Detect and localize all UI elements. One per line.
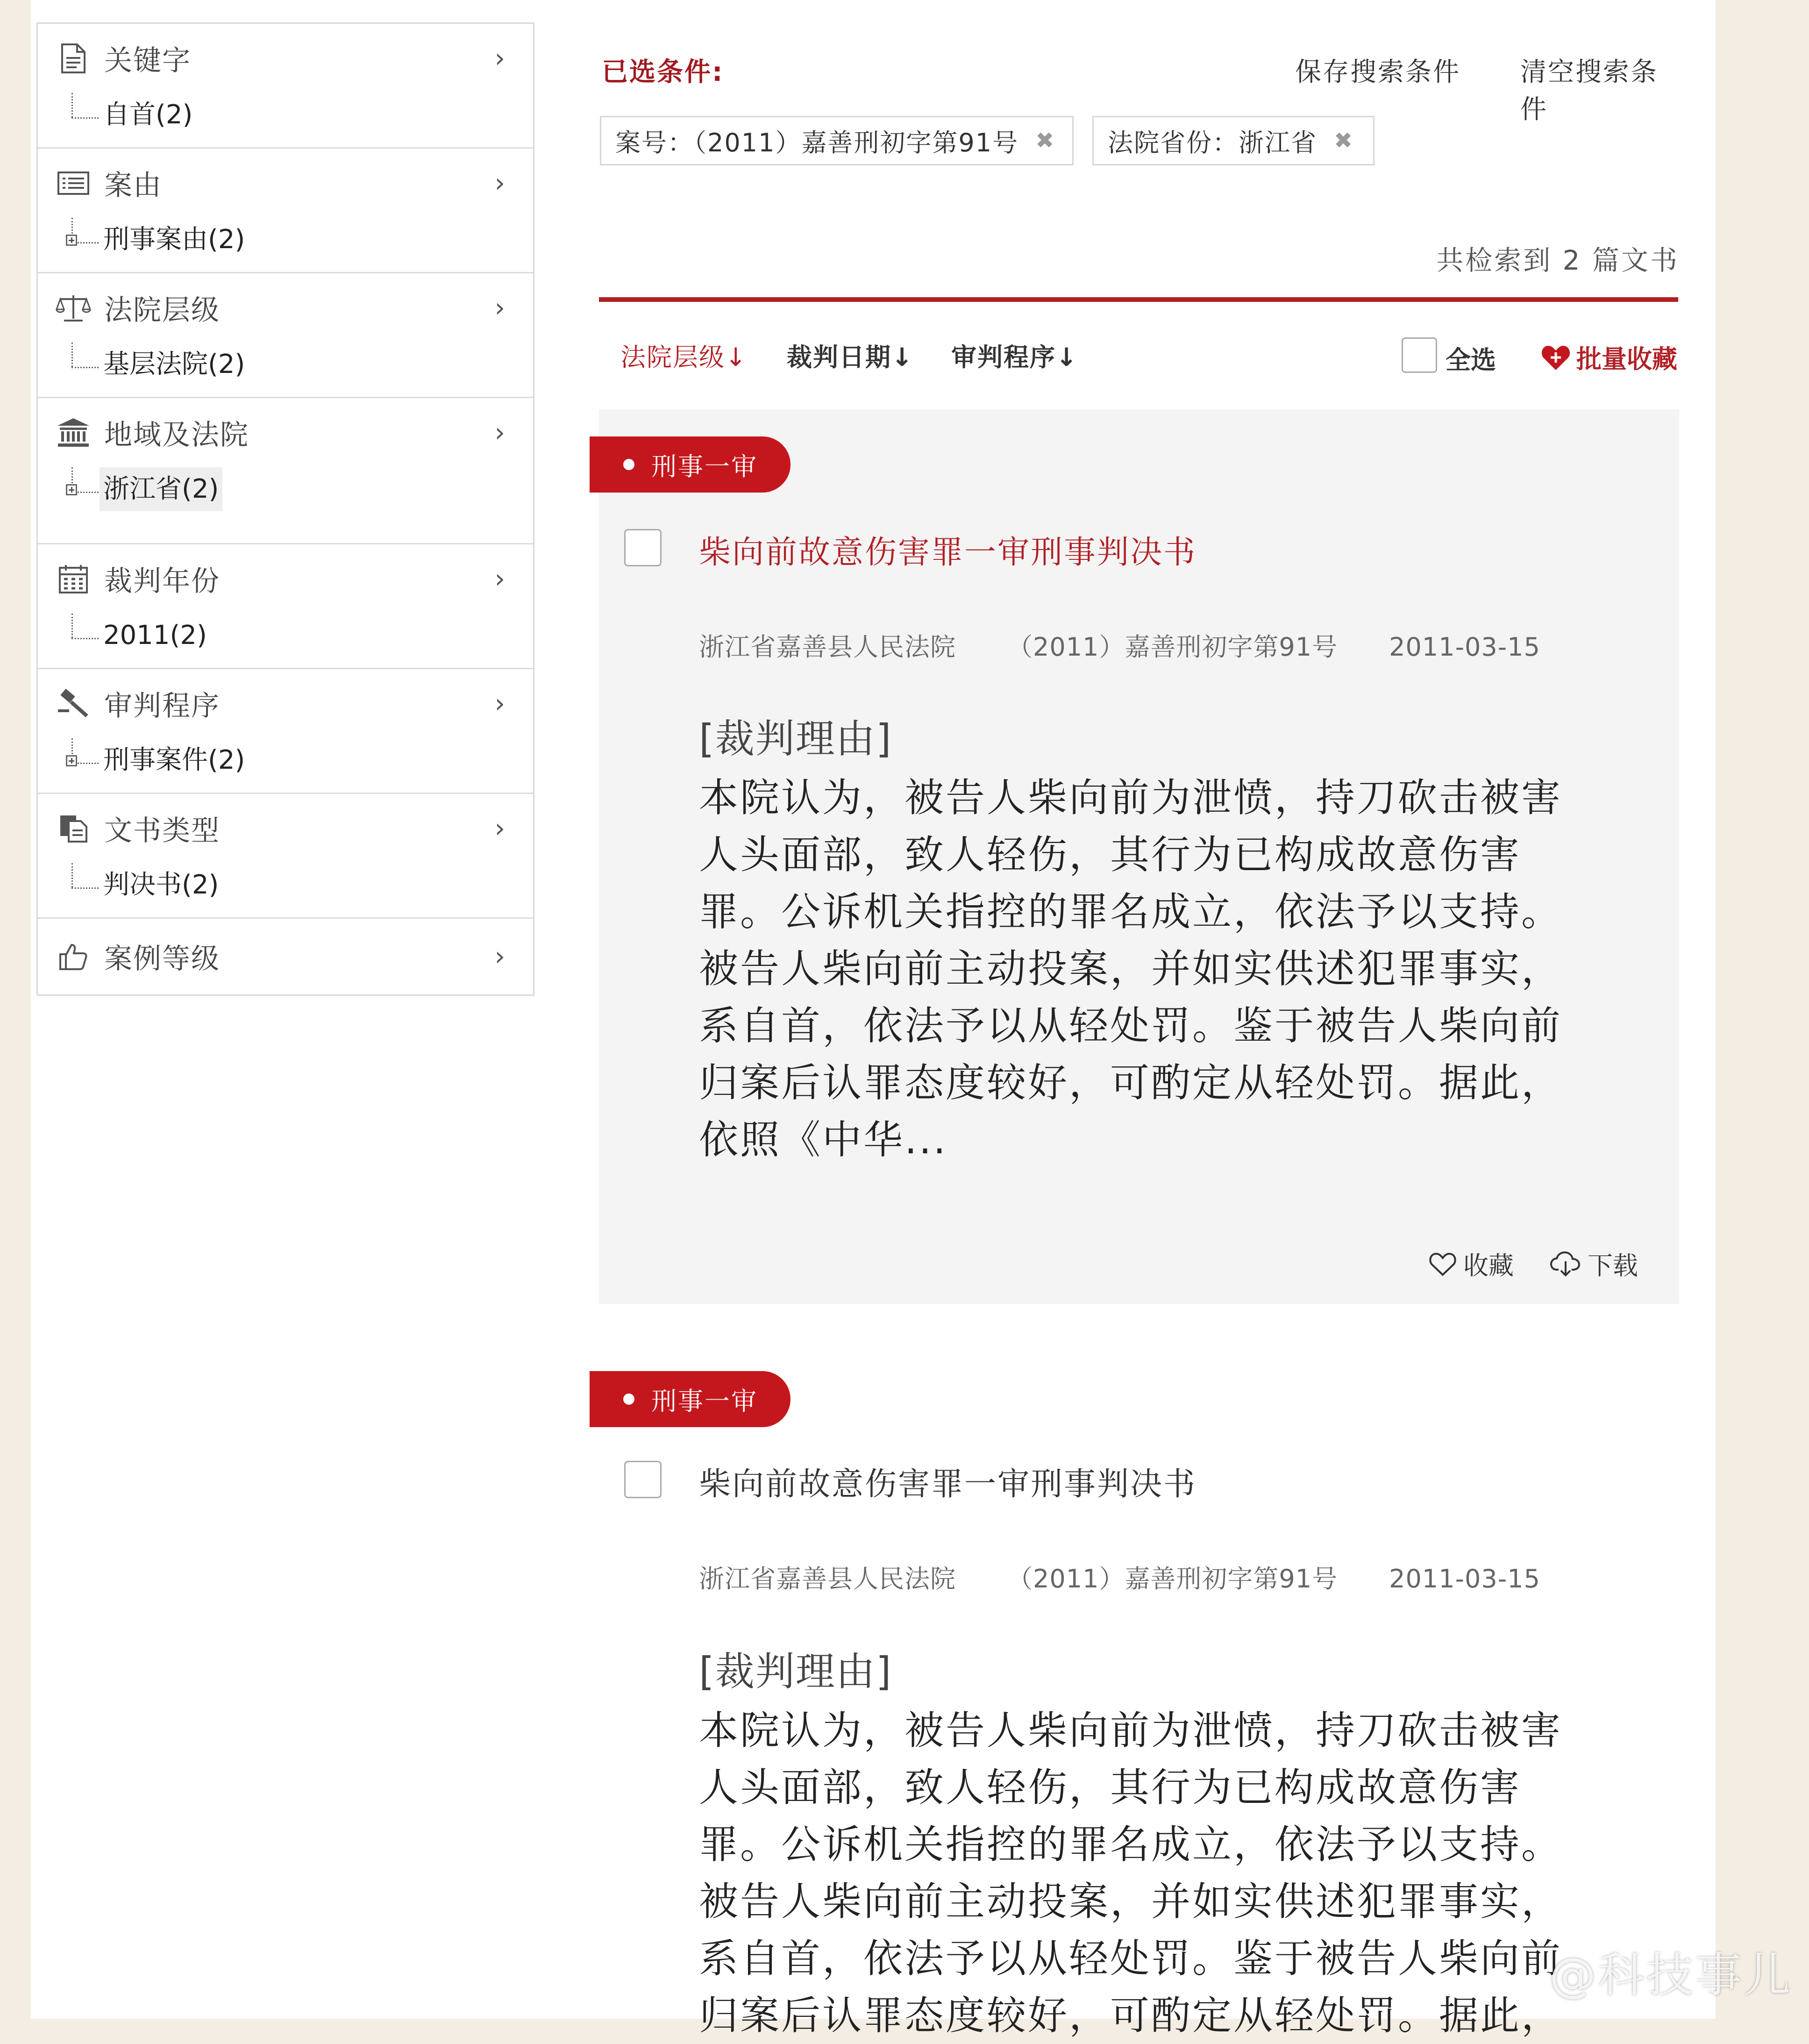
save-search-button[interactable]: 保存搜索条件 [1295, 57, 1460, 87]
filter-group-doc-type [38, 794, 533, 919]
case-number: （2011）嘉善刑初字第91号 [1007, 632, 1338, 662]
scales-icon [56, 290, 91, 326]
reason-text: 本院认为，被告人柴向前为泄愤，持刀砍击被害 人头面部，致人轻伤，其行为已构成故意伤害 罪。公诉机关指控的罪名成立，依法予以支持。 被告人柴向前主动投案，并如实供述犯罪事实， 系自首，依法予以从轻处罚。鉴于被告人柴向前 归案后认罪态度较好，可酌定从轻处罚。据此， [699, 1708, 1563, 2038]
sort-arrow-icon: ↓ [891, 343, 914, 372]
sort-arrow-icon: ↓ [1056, 343, 1078, 372]
filter-item-court-level[interactable] [38, 343, 533, 397]
filter-group-title: 关键字 [104, 44, 191, 77]
collect-button[interactable]: 收藏 [1429, 1246, 1514, 1282]
filter-group-title: 文书类型 [104, 815, 220, 847]
tree-connector [66, 863, 99, 896]
result-checkbox[interactable] [624, 529, 662, 566]
filter-group-cause [38, 149, 533, 273]
document-title-link[interactable]: 柴向前故意伤害罪一审刑事判决书 [699, 534, 1197, 571]
result-card [599, 409, 1679, 1304]
court-name: 浙江省嘉善县人民法院 [699, 632, 956, 662]
result-checkbox[interactable] [624, 1461, 662, 1498]
close-icon[interactable]: ✖ [1334, 128, 1354, 154]
filter-group-year-header[interactable] [38, 544, 533, 614]
sort-judgment-date[interactable]: 裁判日期↓ [787, 343, 914, 372]
filter-group-case-level-header[interactable] [38, 919, 533, 994]
batch-collect-button[interactable]: 批量收藏 [1541, 339, 1677, 375]
reason-heading: [裁判理由] [699, 716, 892, 762]
gavel-icon [56, 686, 91, 722]
filter-group-case-level [38, 919, 533, 994]
filter-item-label: 判决书(2) [103, 870, 219, 900]
filter-item-label: 基层法院(2) [103, 349, 245, 379]
filter-group-title: 审判程序 [104, 690, 220, 722]
result-card [599, 1344, 1679, 2038]
sort-arrow-icon: ↓ [725, 343, 748, 372]
document-meta [699, 1559, 1592, 1595]
filter-group-procedure [38, 669, 533, 794]
filter-sidebar [36, 22, 534, 996]
tree-connector [66, 343, 99, 375]
chevron-right-icon: › [494, 293, 505, 323]
courthouse-icon [56, 415, 91, 450]
filter-group-title: 裁判年份 [104, 565, 220, 598]
chevron-right-icon: › [494, 688, 505, 719]
filter-group-cause-header[interactable] [38, 149, 533, 218]
filter-chip-label: 法院省份：浙江省 [1108, 128, 1317, 157]
tree-connector [66, 93, 99, 126]
procedure-tag: 刑事一审 [590, 436, 791, 493]
chevron-right-icon: › [494, 813, 505, 844]
procedure-tag: 刑事一审 [590, 1371, 791, 1427]
sort-procedure[interactable]: 审判程序↓ [951, 343, 1078, 372]
select-all-label: 全选 [1446, 345, 1496, 375]
court-name: 浙江省嘉善县人民法院 [699, 1564, 956, 1594]
sort-court-level[interactable]: 法院层级↓ [620, 343, 748, 372]
case-number: （2011）嘉善刑初字第91号 [1007, 1564, 1338, 1594]
card-actions [1392, 1246, 1638, 1282]
heart-icon [1429, 1251, 1457, 1277]
expand-plus-icon[interactable] [66, 738, 99, 771]
filter-group-court-level [38, 273, 533, 398]
filter-group-title: 案例等级 [104, 943, 220, 975]
thumbs-up-icon [56, 939, 91, 974]
divider [599, 297, 1678, 302]
cloud-download-icon [1550, 1251, 1581, 1277]
filter-group-year [38, 544, 533, 669]
chevron-right-icon: › [494, 941, 505, 972]
list-icon [56, 165, 91, 201]
filter-group-procedure-header[interactable] [38, 669, 533, 738]
judgment-date: 2011-03-15 [1389, 1564, 1540, 1594]
document-icon [56, 41, 91, 76]
result-count: 共检索到 2 篇文书 [1436, 244, 1679, 276]
expand-plus-icon[interactable] [66, 467, 99, 500]
close-icon[interactable]: ✖ [1035, 128, 1055, 154]
filter-item-year[interactable] [38, 614, 533, 668]
download-button[interactable]: 下载 [1550, 1246, 1638, 1282]
filter-group-keyword-header[interactable] [38, 24, 533, 93]
filter-item-label: 浙江省(2) [100, 467, 222, 511]
expand-plus-icon[interactable] [66, 218, 99, 250]
heart-plus-icon [1541, 344, 1571, 371]
chevron-right-icon: › [494, 417, 505, 448]
filter-chip-case-number [600, 116, 1074, 165]
filter-item-doc-type[interactable] [38, 863, 533, 917]
filter-item-label: 2011(2) [103, 620, 207, 650]
sort-bar [620, 337, 1677, 379]
select-all-checkbox[interactable] [1402, 337, 1437, 373]
filter-group-court-level-header[interactable] [38, 273, 533, 343]
filter-group-region-header[interactable] [38, 398, 533, 467]
chevron-right-icon: › [494, 43, 505, 74]
filter-item-cause[interactable] [38, 218, 533, 272]
judgment-date: 2011-03-15 [1389, 632, 1540, 662]
filter-item-label: 刑事案由(2) [103, 224, 245, 255]
selected-conditions-title: 已选条件: [602, 57, 724, 87]
filter-item-label: 刑事案件(2) [103, 745, 245, 775]
document-title-link[interactable]: 柴向前故意伤害罪一审刑事判决书 [699, 1466, 1197, 1503]
calendar-icon [56, 561, 91, 597]
watermark: @科技事儿 [1549, 1948, 1792, 2002]
reason-heading: [裁判理由] [699, 1649, 892, 1694]
filter-group-doc-type-header[interactable] [38, 794, 533, 863]
chevron-right-icon: › [494, 564, 505, 594]
filter-chip-label: 案号：（2011）嘉善刑初字第91号 [615, 128, 1019, 157]
filter-item-keyword[interactable] [38, 93, 533, 147]
filter-group-region [38, 398, 533, 544]
filter-chip-province [1092, 116, 1375, 165]
tree-connector [66, 614, 99, 646]
clear-search-button[interactable]: 清空搜索条件 [1520, 57, 1658, 125]
documents-icon [56, 811, 91, 846]
reason-text: 本院认为，被告人柴向前为泄愤，持刀砍击被害 人头面部，致人轻伤，其行为已构成故意伤害 罪。公诉机关指控的罪名成立，依法予以支持。 被告人柴向前主动投案，并如实供述犯罪事实， 系自首，依法予以从轻处罚。鉴于被告人柴向前 归案后认罪态度较好，可酌定从轻处罚。据此， 依照《中华... [699, 775, 1563, 1163]
selected-conditions-row [602, 51, 1681, 125]
document-meta [699, 627, 1592, 663]
chevron-right-icon: › [494, 168, 505, 199]
filter-item-procedure[interactable] [38, 738, 533, 793]
filter-group-keyword [38, 24, 533, 149]
filter-item-label: 自首(2) [103, 100, 193, 130]
filter-group-title: 地域及法院 [104, 419, 249, 451]
filter-group-title: 法院层级 [104, 294, 220, 327]
filter-group-title: 案由 [104, 169, 162, 202]
filter-item-region[interactable] [38, 467, 533, 522]
